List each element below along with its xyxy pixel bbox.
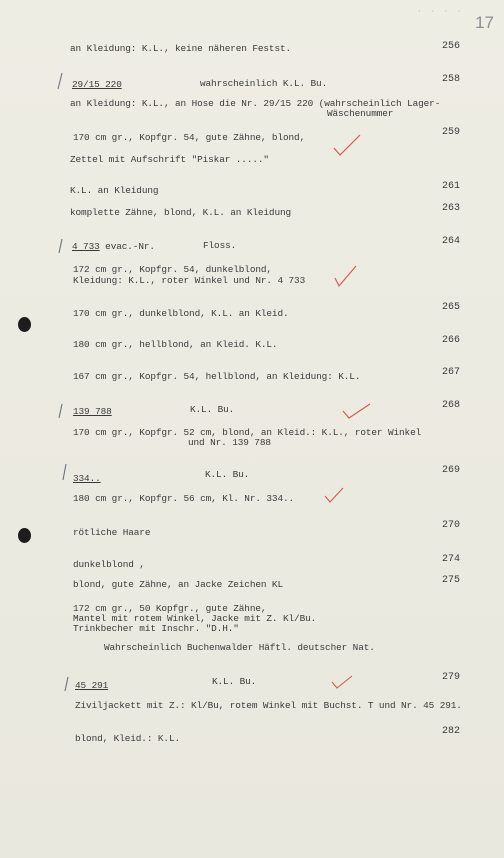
- entry-line: und Nr. 139 788: [188, 437, 271, 448]
- entry-id-note: K.L. Bu.: [190, 404, 235, 415]
- entry-id: 4 733 evac.-Nr.: [72, 241, 155, 252]
- margin-tick-icon: [62, 676, 72, 692]
- entry-line: Ziviljackett mit Z.: Kl/Bu, rotem Winkel mit Buchst. T und Nr. 45 291.: [75, 700, 462, 711]
- entry-line: Zettel mit Aufschrift "Piskar .....": [70, 154, 269, 165]
- margin-dots: · · · ·: [417, 8, 464, 15]
- entry-line: blond, gute Zähne, an Jacke Zeichen KL: [73, 579, 283, 590]
- entry-line: Wahrscheinlich Buchenwalder Häftl. deutscher Nat.: [104, 642, 375, 653]
- margin-tick-icon: [55, 72, 65, 90]
- entry-line: an Kleidung: K.L., keine näheren Festst.: [70, 43, 292, 54]
- entry-line: blond, Kleid.: K.L.: [75, 733, 180, 744]
- entry-id-note: K.L. Bu.: [212, 676, 257, 687]
- entry-line: Mantel mit rotem Winkel, Jacke mit Z. Kl/Bu.: [73, 613, 317, 624]
- entry-id-note: wahrscheinlich K.L. Bu.: [200, 78, 328, 89]
- entry-line: an Kleidung: K.L., an Hose die Nr. 29/15 220 (wahrscheinlich Lager-: [70, 98, 441, 109]
- entry-number: 274: [441, 554, 460, 565]
- entry-line: Kleidung: K.L., roter Winkel und Nr. 4 733: [73, 275, 306, 286]
- entry-line: Wäschenummer: [327, 108, 394, 119]
- entry-line: 180 cm gr., hellblond, an Kleid. K.L.: [73, 339, 278, 350]
- margin-tick-icon: [56, 403, 66, 419]
- entry-id-note: Floss.: [203, 240, 237, 251]
- page-number: 17: [475, 13, 494, 32]
- entry-line: komplette Zähne, blond, K.L. an Kleidung: [70, 207, 292, 218]
- checkmark-icon: [332, 132, 362, 158]
- margin-tick-icon: [60, 463, 70, 481]
- entry-number: 264: [441, 236, 460, 247]
- entry-line: 167 cm gr., Kopfgr. 54, hellblond, an Kleidung: K.L.: [73, 371, 361, 382]
- entry-line: K.L. an Kleidung: [70, 185, 159, 196]
- checkmark-icon: [323, 486, 345, 504]
- entry-line: 172 cm gr., Kopfgr. 54, dunkelblond,: [73, 264, 272, 275]
- entry-number: 261: [441, 181, 460, 192]
- entry-number: 256: [441, 41, 460, 52]
- entry-number: 267: [441, 367, 460, 378]
- entry-number: 258: [441, 74, 460, 85]
- entry-line: 172 cm gr., 50 Kopfgr., gute Zähne,: [73, 603, 267, 614]
- entry-number: 275: [441, 575, 460, 586]
- entry-line: dunkelblond ,: [73, 559, 145, 570]
- entry-number: 270: [441, 520, 460, 531]
- entry-number: 282: [441, 726, 460, 737]
- entry-id: 139 788: [73, 406, 112, 417]
- entry-line: 170 cm gr., Kopfgr. 54, gute Zähne, blond,: [73, 132, 306, 143]
- entry-number: 263: [441, 203, 460, 214]
- punch-hole-top: [18, 317, 31, 332]
- entry-number: 268: [441, 400, 460, 411]
- checkmark-icon: [340, 402, 372, 420]
- checkmark-icon: [332, 264, 358, 288]
- entry-line: Trinkbecher mit Inschr. "D.H.": [73, 623, 239, 634]
- entry-id-note: K.L. Bu.: [205, 469, 250, 480]
- entry-line: rötliche Haare: [73, 527, 151, 538]
- entry-line: 170 cm gr., dunkelblond, K.L. an Kleid.: [73, 308, 289, 319]
- entry-id: 334..: [73, 473, 101, 484]
- entry-id: 45 291: [75, 680, 109, 691]
- entry-number: 265: [441, 302, 460, 313]
- entry-number: 259: [441, 127, 460, 138]
- checkmark-icon: [330, 674, 354, 690]
- margin-tick-icon: [56, 238, 66, 254]
- entry-number: 269: [441, 465, 460, 476]
- entry-number: 266: [441, 335, 460, 346]
- entry-line: 170 cm gr., Kopfgr. 52 cm, blond, an Kleid.: K.L., roter Winkel: [73, 427, 422, 438]
- entry-line: 180 cm gr., Kopfgr. 56 cm, Kl. Nr. 334..: [73, 493, 295, 504]
- entry-id: 29/15 220: [72, 79, 122, 90]
- punch-hole-bottom: [18, 528, 31, 543]
- entry-number: 279: [441, 672, 460, 683]
